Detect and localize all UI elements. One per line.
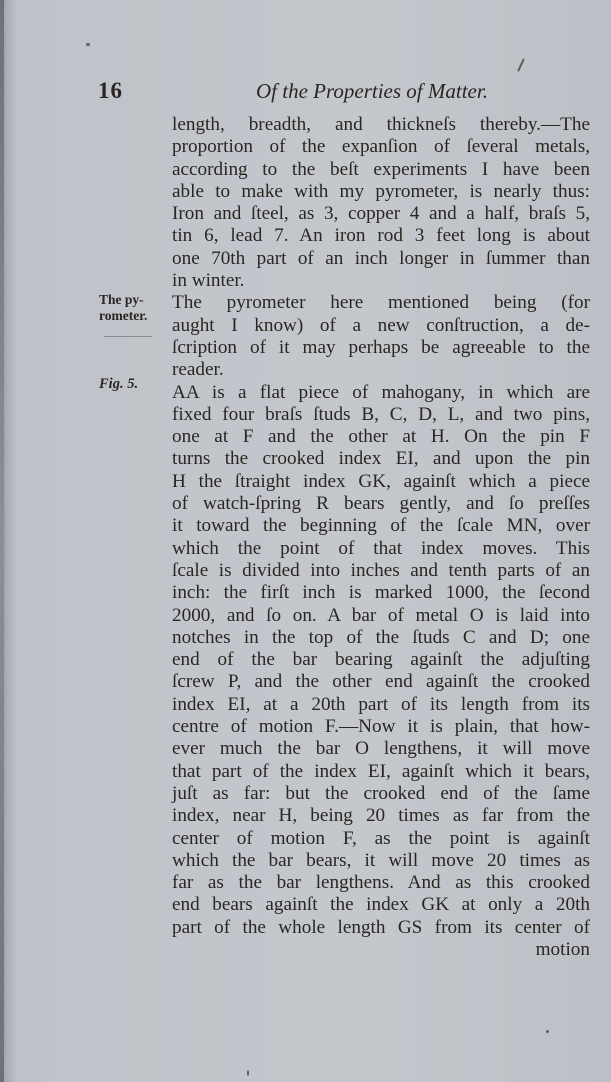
- text-line: ſcription of it may perhaps be agreeable to the: [172, 336, 590, 358]
- text-line: tin 6, lead 7. An iron rod 3 feet long is about: [172, 225, 590, 247]
- margin-rule: [104, 336, 152, 337]
- text-line: which the bar bears, it will move 20 times as: [172, 849, 590, 871]
- margin-note-figure: Fig. 5.: [99, 376, 139, 392]
- text-line: center of motion F, as the point is againſt: [172, 827, 590, 849]
- text-line: that part of the index EI, againſt which it bears,: [172, 760, 590, 782]
- text-line: aught I know) of a new conſtruction, a de-: [172, 314, 590, 336]
- text-line: index, near H, being 20 times as far from the: [172, 805, 590, 827]
- body-text: [172, 114, 590, 961]
- paper-mark: [517, 58, 525, 72]
- text-line: inch: the firſt inch is marked 1000, the ſecond: [172, 582, 590, 604]
- text-line: according to the beſt experiments I have been: [172, 158, 590, 180]
- text-line: fixed four braſs ſtuds B, C, D, L, and two pins,: [172, 403, 590, 425]
- text-line: one 70th part of an inch longer in ſummer than: [172, 247, 590, 269]
- text-line: 2000, and ſo on. A bar of metal O is laid into: [172, 604, 590, 626]
- text-line: end bears againſt the index GK at only a 20th: [172, 894, 590, 916]
- text-line: centre of motion F.—Now it is plain, that how-: [172, 716, 590, 738]
- page-header: [98, 78, 502, 108]
- paper-speck: [86, 43, 90, 46]
- text-line: part of the whole length GS from its center of: [172, 916, 590, 938]
- running-title: Of the Properties of Matter.: [256, 79, 488, 103]
- text-line: H the ſtraight index GK, againſt which a piece: [172, 470, 590, 492]
- text-line: of watch-ſpring R bears gently, and ſo preſſes: [172, 493, 590, 515]
- text-line: juſt as far: but the crooked end of the ſame: [172, 782, 590, 804]
- text-line: far as the bar lengthens. And as this crooked: [172, 872, 590, 894]
- text-line: it toward the beginning of the ſcale MN, over: [172, 515, 590, 537]
- text-line: proportion of the expanſion of ſeveral metals,: [172, 136, 590, 158]
- paper-speck: [546, 1030, 549, 1033]
- margin-note-line: rometer.: [99, 308, 148, 323]
- margin-note-line: The py-: [99, 292, 144, 307]
- margin-note-pyrometer: [99, 292, 147, 324]
- page-gutter-shadow: [0, 0, 4, 1082]
- text-line: ſcale is divided into inches and tenth parts of an: [172, 559, 590, 581]
- text-line: The pyrometer here mentioned being (for: [172, 292, 590, 314]
- text-line: AA is a flat piece of mahogany, in which are: [172, 381, 590, 403]
- text-line: which the point of that index moves. This: [172, 537, 590, 559]
- text-line: turns the crooked index EI, and upon the pin: [172, 448, 590, 470]
- paper-speck: [247, 1070, 249, 1076]
- text-line: end of the bar bearing againſt the adjuſting: [172, 649, 590, 671]
- text-line: able to make with my pyrometer, is nearly thus:: [172, 180, 590, 202]
- text-line: ſcrew P, and the other end againſt the crooked: [172, 671, 590, 693]
- text-line: notches in the top of the ſtuds C and D; one: [172, 626, 590, 648]
- text-line: motion: [535, 938, 590, 960]
- page-number: 16: [98, 78, 123, 103]
- text-line: Iron and ſteel, as 3, copper 4 and a half, braſs 5,: [172, 203, 590, 225]
- text-line: in winter.: [172, 270, 245, 292]
- text-line: index EI, at a 20th part of its length from its: [172, 693, 590, 715]
- text-line: reader.: [172, 359, 224, 381]
- text-line: one at F and the other at H. On the pin F: [172, 426, 590, 448]
- text-line: ever much the bar O lengthens, it will move: [172, 738, 590, 760]
- text-line: length, breadth, and thickneſs thereby.—The: [172, 114, 590, 135]
